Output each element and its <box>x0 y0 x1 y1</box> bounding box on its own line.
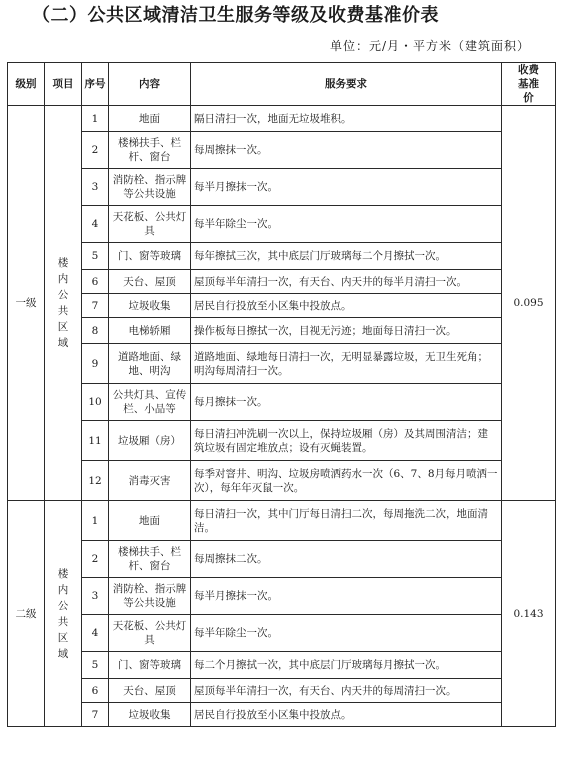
table-header-row <box>8 63 556 106</box>
table-row <box>8 344 556 384</box>
row-number: 2 <box>82 132 109 169</box>
table-row <box>8 501 556 541</box>
content-cell: 消防栓、指示牌等公共设施 <box>109 578 191 615</box>
content-cell: 电梯轿厢 <box>109 318 191 344</box>
row-number: 6 <box>82 270 109 294</box>
requirement-cell: 每季对窨井、明沟、垃圾房喷洒药水一次（6、7、8月每月喷洒一次），每年年灭鼠一次。 <box>191 461 502 501</box>
requirement-cell: 每日清扫冲洗刷一次以上，保持垃圾厢（房）及其周围清洁；建筑垃圾有固定堆放点；设有灭蝇装置。 <box>191 421 502 461</box>
price-cell: 0.095 <box>502 106 556 501</box>
content-cell: 消防栓、指示牌等公共设施 <box>109 169 191 206</box>
row-number: 11 <box>82 421 109 461</box>
table-row <box>8 270 556 294</box>
table-row <box>8 318 556 344</box>
table-row <box>8 578 556 615</box>
requirement-cell: 屋顶每半年清扫一次，有天台、内天井的每周清扫一次。 <box>191 679 502 703</box>
requirement-cell: 每周擦抹二次。 <box>191 541 502 578</box>
price-cell: 0.143 <box>502 501 556 727</box>
content-cell: 道路地面、绿地、明沟 <box>109 344 191 384</box>
requirement-cell: 居民自行投放至小区集中投放点。 <box>191 294 502 318</box>
content-cell: 公共灯具、宣传栏、小品等 <box>109 384 191 421</box>
header-item: 项目 <box>45 63 82 106</box>
table-row <box>8 132 556 169</box>
requirement-cell: 每半月擦抹一次。 <box>191 578 502 615</box>
level-cell: 二级 <box>8 501 45 727</box>
row-number: 5 <box>82 243 109 270</box>
table-row <box>8 106 556 132</box>
table-row <box>8 679 556 703</box>
row-number: 5 <box>82 652 109 679</box>
item-cell: 楼内公共区域 <box>45 106 82 501</box>
content-cell: 门、窗等玻璃 <box>109 652 191 679</box>
requirement-cell: 每半月擦抹一次。 <box>191 169 502 206</box>
table-row <box>8 206 556 243</box>
content-cell: 天花板、公共灯具 <box>109 206 191 243</box>
requirement-cell: 每月擦抹一次。 <box>191 384 502 421</box>
table-row <box>8 384 556 421</box>
table-row <box>8 169 556 206</box>
table-row <box>8 243 556 270</box>
requirement-cell: 居民自行投放至小区集中投放点。 <box>191 703 502 727</box>
requirement-cell: 每日清扫一次，其中门厅每日清扫二次，每周拖洗二次，地面清洁。 <box>191 501 502 541</box>
content-cell: 天台、屋顶 <box>109 270 191 294</box>
requirement-cell: 屋顶每半年清扫一次，有天台、内天井的每半月清扫一次。 <box>191 270 502 294</box>
header-no: 序号 <box>82 63 109 106</box>
row-number: 6 <box>82 679 109 703</box>
content-cell: 天花板、公共灯具 <box>109 615 191 652</box>
page-title: （二）公共区域清洁卫生服务等级及收费基准价表 <box>32 5 439 26</box>
requirement-cell: 每二个月擦拭一次，其中底层门厅玻璃每月擦拭一次。 <box>191 652 502 679</box>
unit-note: 单位：元/月・平方米（建筑面积） <box>329 39 530 53</box>
header-level: 级别 <box>8 63 45 106</box>
content-cell: 天台、屋顶 <box>109 679 191 703</box>
row-number: 7 <box>82 703 109 727</box>
content-cell: 垃圾厢（房） <box>109 421 191 461</box>
row-number: 4 <box>82 206 109 243</box>
content-cell: 垃圾收集 <box>109 294 191 318</box>
requirement-cell: 道路地面、绿地每日清扫一次，无明显暴露垃圾，无卫生死角；明沟每周清扫一次。 <box>191 344 502 384</box>
requirement-cell: 每半年除尘一次。 <box>191 206 502 243</box>
row-number: 3 <box>82 169 109 206</box>
row-number: 1 <box>82 501 109 541</box>
requirement-cell: 操作板每日擦拭一次，目视无污迹；地面每日清扫一次。 <box>191 318 502 344</box>
requirement-cell: 每周擦抹一次。 <box>191 132 502 169</box>
table-row <box>8 541 556 578</box>
table-row <box>8 703 556 727</box>
header-content: 内容 <box>109 63 191 106</box>
row-number: 3 <box>82 578 109 615</box>
row-number: 10 <box>82 384 109 421</box>
content-cell: 楼梯扶手、栏杆、窗台 <box>109 541 191 578</box>
header-price: 收费基准价 <box>502 63 556 106</box>
content-cell: 地面 <box>109 501 191 541</box>
content-cell: 门、窗等玻璃 <box>109 243 191 270</box>
row-number: 12 <box>82 461 109 501</box>
row-number: 7 <box>82 294 109 318</box>
row-number: 2 <box>82 541 109 578</box>
row-number: 1 <box>82 106 109 132</box>
level-cell: 一级 <box>8 106 45 501</box>
content-cell: 地面 <box>109 106 191 132</box>
content-cell: 楼梯扶手、栏杆、窗台 <box>109 132 191 169</box>
row-number: 8 <box>82 318 109 344</box>
requirement-cell: 每半年除尘一次。 <box>191 615 502 652</box>
requirement-cell: 隔日清扫一次，地面无垃圾堆积。 <box>191 106 502 132</box>
table-row <box>8 461 556 501</box>
header-requirement: 服务要求 <box>191 63 502 106</box>
table-row <box>8 294 556 318</box>
content-cell: 消毒灭害 <box>109 461 191 501</box>
requirement-cell: 每年擦拭三次，其中底层门厅玻璃每二个月擦拭一次。 <box>191 243 502 270</box>
row-number: 4 <box>82 615 109 652</box>
content-cell: 垃圾收集 <box>109 703 191 727</box>
row-number: 9 <box>82 344 109 384</box>
table-row <box>8 421 556 461</box>
table-row <box>8 652 556 679</box>
service-level-table <box>7 62 556 727</box>
item-cell: 楼内公共区域 <box>45 501 82 727</box>
table-row <box>8 615 556 652</box>
